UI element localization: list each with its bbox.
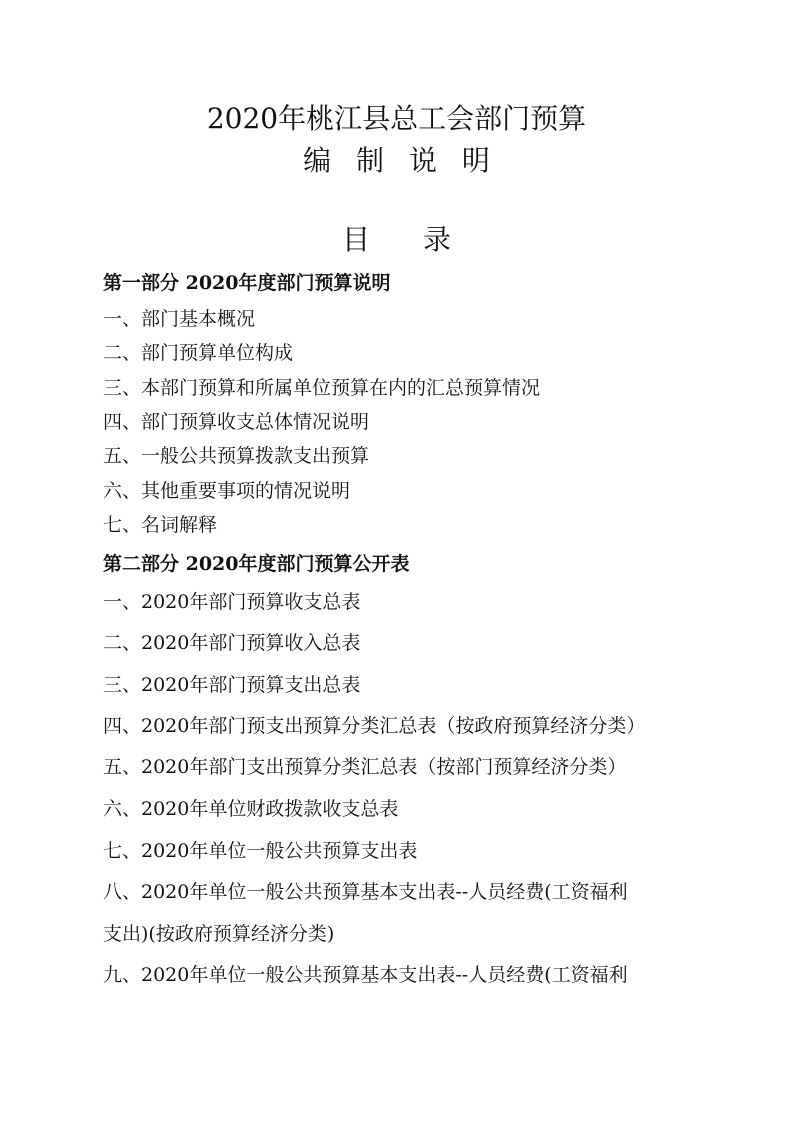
toc-item: 三、2020年部门预算支出总表: [103, 674, 361, 696]
toc-item: 六、2020年单位财政拨款收支总表: [103, 798, 399, 820]
toc-item: 四、部门预算收支总体情况说明: [103, 411, 370, 433]
part1-heading: 第一部分 2020年度部门预算说明: [103, 272, 391, 294]
toc-item: 三、本部门预算和所属单位预算在内的汇总预算情况: [103, 377, 541, 399]
toc-item: 八、2020年单位一般公共预算基本支出表--人员经费(工资福利: [103, 881, 628, 903]
document-title: 2020年桃江县总工会部门预算: [206, 102, 587, 135]
toc-item: 五、一般公共预算拨款支出预算: [103, 445, 370, 467]
toc-item: 九、2020年单位一般公共预算基本支出表--人员经费(工资福利: [103, 964, 628, 986]
toc-heading: 目 录: [342, 223, 473, 256]
toc-item-continued: 支出)(按政府预算经济分类): [103, 923, 335, 945]
toc-item: 一、2020年部门预算收支总表: [103, 591, 361, 613]
toc-item: 七、名词解释: [103, 514, 218, 536]
part2-heading: 第二部分 2020年度部门预算公开表: [103, 553, 410, 575]
toc-item: 一、部门基本概况: [103, 308, 256, 330]
toc-item: 四、2020年部门预支出预算分类汇总表（按政府预算经济分类）: [103, 715, 646, 737]
toc-item: 六、其他重要事项的情况说明: [103, 480, 351, 502]
document-subtitle: 编 制 说 明: [303, 144, 498, 177]
toc-item: 七、2020年单位一般公共预算支出表: [103, 840, 418, 862]
toc-item: 五、2020年部门支出预算分类汇总表（按部门预算经济分类）: [103, 756, 627, 778]
toc-item: 二、2020年部门预算收入总表: [103, 632, 361, 654]
toc-item: 二、部门预算单位构成: [103, 342, 294, 364]
